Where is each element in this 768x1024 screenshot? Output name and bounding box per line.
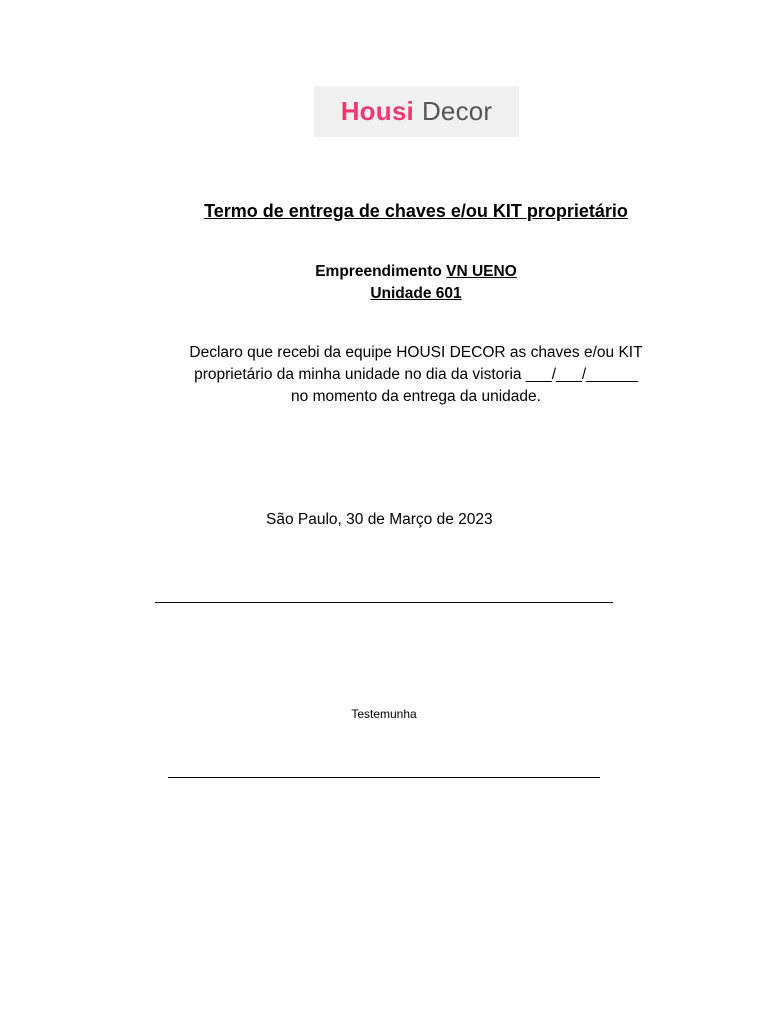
housi-decor-logo bbox=[314, 86, 519, 137]
project-line bbox=[0, 261, 768, 283]
logo-brand-text: Housi bbox=[340, 96, 414, 126]
owner-signature-line bbox=[155, 602, 613, 603]
declaration-line-1: Declaro que recebi da equipe HOUSI DECOR as chaves e/ou KIT bbox=[189, 344, 643, 361]
place-and-date: São Paulo, 30 de Março de 2023 bbox=[266, 511, 493, 528]
unit-number: Unidade 601 bbox=[370, 285, 462, 302]
project-label: Empreendimento bbox=[315, 263, 442, 280]
declaration-line-3: no momento da entrega da unidade. bbox=[291, 388, 541, 405]
witness-signature-line bbox=[168, 777, 600, 778]
declaration-paragraph bbox=[0, 342, 768, 408]
document-title: Termo de entrega de chaves e/ou KIT proprietário bbox=[204, 201, 628, 221]
witness-label: Testemunha bbox=[351, 707, 417, 721]
logo-sub-text: Decor bbox=[421, 96, 493, 126]
declaration-line-2: proprietário da minha unidade no dia da vistoria ___/___/______ bbox=[194, 366, 638, 383]
project-info bbox=[0, 261, 768, 305]
project-name: VN UENO bbox=[446, 263, 517, 280]
